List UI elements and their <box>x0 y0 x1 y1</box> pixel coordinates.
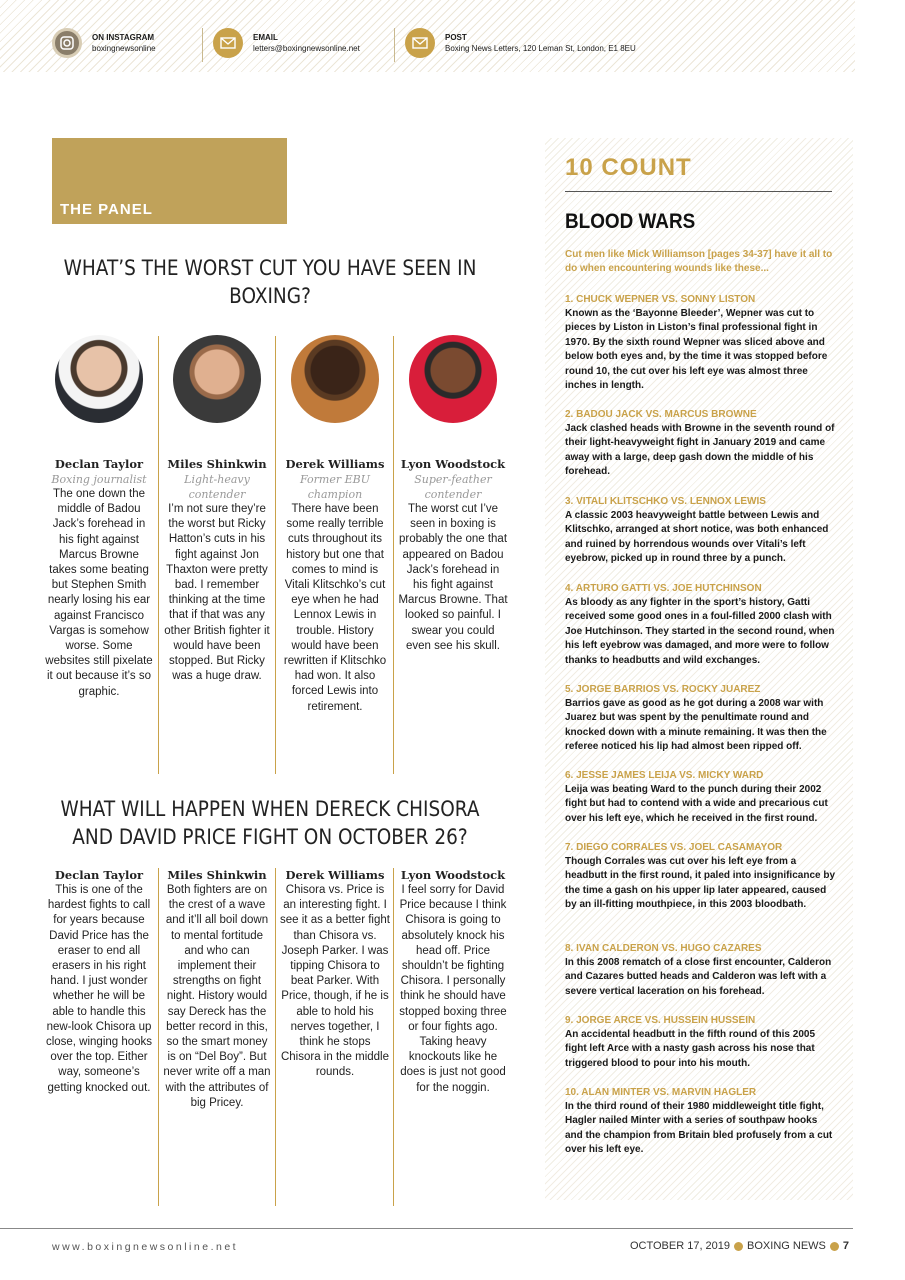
dot-icon <box>830 1242 839 1251</box>
contact-label: POST <box>445 33 467 42</box>
panelist-role: Former EBU champion <box>300 473 370 501</box>
entry-heading: 1. CHUCK WEPNER VS. SONNY LISTON <box>565 294 756 305</box>
column-divider <box>275 868 276 1206</box>
panelist-name: Derek Williams <box>285 868 385 882</box>
column-divider <box>158 336 159 774</box>
answer-text: Both fighters are on the crest of a wave and it’ll all boil down to mental fortitude and who can implement their strengths on fight night. History would say Dereck has the better record in this, so the smart money is on “Del Boy”. But never write off a man with the attributes of big Pricey. <box>163 884 271 1109</box>
envelope-icon <box>213 28 243 58</box>
panel-header-box <box>52 138 287 224</box>
panel-label: THE PANEL <box>60 201 153 218</box>
contact-value: boxingnewsonline <box>92 44 156 53</box>
instagram-icon <box>52 28 82 58</box>
contact-instagram[interactable] <box>52 28 156 58</box>
column-divider <box>393 336 394 774</box>
entry-heading: 5. JORGE BARRIOS VS. ROCKY JUAREZ <box>565 684 761 695</box>
list-item <box>565 841 837 913</box>
panelist-name: Declan Taylor <box>54 868 144 882</box>
question-1: WHAT’S THE WORST CUT YOU HAVE SEEN IN BOXING? <box>63 256 477 308</box>
divider <box>202 28 203 62</box>
avatar <box>409 335 497 423</box>
issue-date: OCTOBER 17, 2019 <box>629 1240 731 1252</box>
list-item <box>565 1086 837 1158</box>
contact-post <box>405 28 636 58</box>
entry-body: Jack clashed heads with Browne in the seventh round of their light-heavyweight fight in January 2019 and came away with a large, deep gash down the middle of his forehead. <box>565 423 835 478</box>
contact-label: EMAIL <box>253 33 278 42</box>
list-item <box>565 942 837 999</box>
panelist-role: Light-heavy contender <box>184 473 250 501</box>
sidebar-intro: Cut men like Mick Williamson [pages 34-37] have it all to do when encountering wounds like these... <box>565 249 833 274</box>
entry-body: Though Corrales was cut over his left eye from a headbutt in the first round, it paled into insignificance by the time a gash on his upper lip later appeared, caused by an ill-fitting mouthpiece, in this 2003 bloodbath. <box>565 856 836 911</box>
envelope-icon <box>405 28 435 58</box>
panelist-4 <box>398 335 508 654</box>
contact-email[interactable] <box>213 28 360 58</box>
divider <box>394 28 395 62</box>
panelist-role: Super-feather contender <box>414 473 492 501</box>
panelist-name: Miles Shinkwin <box>167 457 267 471</box>
entry-heading: 2. BADOU JACK VS. MARCUS BROWNE <box>565 409 757 420</box>
entry-body: A classic 2003 heavyweight battle between Lewis and Klitschko, arranged at short notice, was both enhanced and ruined by horrendous wounds over Vitali’s left eyebrow, picked up in round three by a punch. <box>565 510 829 565</box>
entry-heading: 6. JESSE JAMES LEIJA VS. MICKY WARD <box>565 770 764 781</box>
page-number: 7 <box>842 1240 849 1252</box>
panelist-3 <box>280 335 390 715</box>
page-folio <box>630 1240 849 1252</box>
footer-website-link[interactable]: www.boxingnewsonline.net <box>52 1241 239 1253</box>
list-item <box>565 1014 837 1071</box>
answer-text: I feel sorry for David Price because I think Chisora is going to absolutely knock his head off. Price shouldn’t be fighting Chisora. I personally think he should have stopped boxing three or four fights ago. Taking heavy knockouts like he does is just not good for the noggin. <box>399 884 507 1094</box>
dot-icon <box>734 1242 743 1251</box>
entry-body: As bloody as any fighter in the sport’s history, Gatti received some good ones in a foul-filled 2000 clash with Joe Hutchinson. They started in the second round, when his left eyebrow was damaged, and more were to follow thanks to headbutts and wild exchanges. <box>565 597 835 666</box>
sidebar-title: 10 COUNT <box>565 154 692 181</box>
panelist-name: Lyon Woodstock <box>400 868 506 882</box>
list-item <box>565 293 837 393</box>
avatar <box>173 335 261 423</box>
column-divider <box>158 868 159 1206</box>
entry-body: In the third round of their 1980 middleweight title fight, Hagler nailed Minter with a series of southpaw hooks and the champion from Britain bled profusely from a cut over his left eye. <box>565 1101 833 1156</box>
entry-body: Leija was beating Ward to the punch during their 2002 fight but had to contend with a wide and precarious cut over his left eye, which he received in the first round. <box>565 784 828 824</box>
answer-text: I’m not sure they’re the worst but Ricky Hatton’s cuts in his fight against Jon Thaxton were pretty bad. I remember thinking at the time that if that was any other British fighter it would have been stopped. But Ricky was a huge draw. <box>164 503 270 683</box>
answer-text: The worst cut I’ve seen in boxing is probably the one that appeared on Badou Jack’s forehead in his fight against Marcus Browne. That looked so painful. I swear you could even see his skull. <box>398 503 508 652</box>
publication-name: BOXING NEWS <box>747 1240 826 1252</box>
panelist-3-answer-2 <box>280 868 390 1081</box>
panelist-4-answer-2 <box>398 868 508 1096</box>
avatar <box>55 335 143 423</box>
panelist-2-answer-2 <box>162 868 272 1111</box>
entry-heading: 3. VITALI KLITSCHKO VS. LENNOX LEWIS <box>565 496 766 507</box>
ten-count-sidebar <box>545 138 853 1200</box>
answer-text: Chisora vs. Price is an interesting fight. I see it as a better fight than Chisora vs. Joseph Parker. I was tipping Chisora to beat Parker. With Price, though, if he is able to hold his nerves together, I think he stops Chisora in the middle rounds. <box>280 884 390 1079</box>
entry-heading: 4. ARTURO GATTI VS. JOE HUTCHINSON <box>565 583 762 594</box>
list-item <box>565 408 837 480</box>
list-item <box>565 683 837 755</box>
sidebar-subtitle: BLOOD WARS <box>565 210 696 233</box>
answer-text: The one down the middle of Badou Jack’s forehead in his fight against Marcus Browne takes some beating but Stephen Smith nearly losing his ear against Francisco Vargas is somehow worse. Some websites still pixelate it out because it’s so graphic. <box>45 488 153 698</box>
answer-text: This is one of the hardest fights to call for years because David Price has the eraser to end all erasers in his right hand. I just wonder whether he will be able to handle this new-look Chisora up close, winging hooks over the top. Either way, someone’s getting knocked out. <box>45 884 153 1094</box>
column-divider <box>393 868 394 1206</box>
panelist-2 <box>162 335 272 684</box>
panelist-name: Declan Taylor <box>54 457 144 471</box>
list-item <box>565 582 837 668</box>
entry-body: In this 2008 rematch of a close first encounter, Calderon and Cazares butted heads and Calderon was left with a severe vertical laceration on his forehead. <box>565 957 832 997</box>
panelist-name: Lyon Woodstock <box>400 457 506 471</box>
answer-text: There have been some really terrible cuts throughout its history but one that comes to mind is Vitali Klitschko’s cut eye when he had Lennox Lewis in trouble. History would have been rewritten if Klitschko had won. It also forced Lewis into retirement. <box>283 503 387 713</box>
entry-heading: 7. DIEGO CORRALES VS. JOEL CASAMAYOR <box>565 842 783 853</box>
panelist-1-answer-2 <box>44 868 154 1096</box>
panelist-name: Miles Shinkwin <box>167 868 267 882</box>
entry-heading: 9. JORGE ARCE VS. HUSSEIN HUSSEIN <box>565 1015 756 1026</box>
sidebar-rule <box>565 191 832 192</box>
contact-label: ON INSTAGRAM <box>92 33 155 42</box>
entry-body: An accidental headbutt in the fifth round of this 2005 fight left Arce with a nasty gash across his nose that triggered blood to pour into his mouth. <box>565 1029 816 1069</box>
contact-value: letters@boxingnewsonline.net <box>253 44 360 53</box>
entry-heading: 8. IVAN CALDERON VS. HUGO CAZARES <box>565 943 762 954</box>
panelist-1 <box>44 335 154 700</box>
list-item <box>565 495 837 567</box>
avatar <box>291 335 379 423</box>
panelist-name: Derek Williams <box>285 457 385 471</box>
column-divider <box>275 336 276 774</box>
list-item <box>565 769 837 826</box>
question-2: WHAT WILL HAPPEN WHEN DERECK CHISORA AND DAVID PRICE FIGHT ON OCTOBER 26? <box>60 797 480 849</box>
entry-heading: 10. ALAN MINTER VS. MARVIN HAGLER <box>565 1087 757 1098</box>
panelist-role: Boxing journalist <box>51 473 147 486</box>
entry-body: Barrios gave as good as he got during a 2008 war with Juarez but was spent by the penultimate round and knocked down with a minute remaining. It was then the referee noticed his lip had almost been ripped off. <box>565 698 827 753</box>
contact-value: Boxing News Letters, 120 Leman St, London, E1 8EU <box>445 44 636 53</box>
entry-body: Known as the ‘Bayonne Bleeder’, Wepner was cut to pieces by Liston in Liston’s final professional fight in 1970. By the sixth round Wepner was sliced above and below both eyes and, by the time it was stopped before round 10, the cut over his left eye was almost three inches in length. <box>565 308 828 392</box>
contact-strip <box>0 0 855 72</box>
footer-rule <box>0 1228 853 1229</box>
